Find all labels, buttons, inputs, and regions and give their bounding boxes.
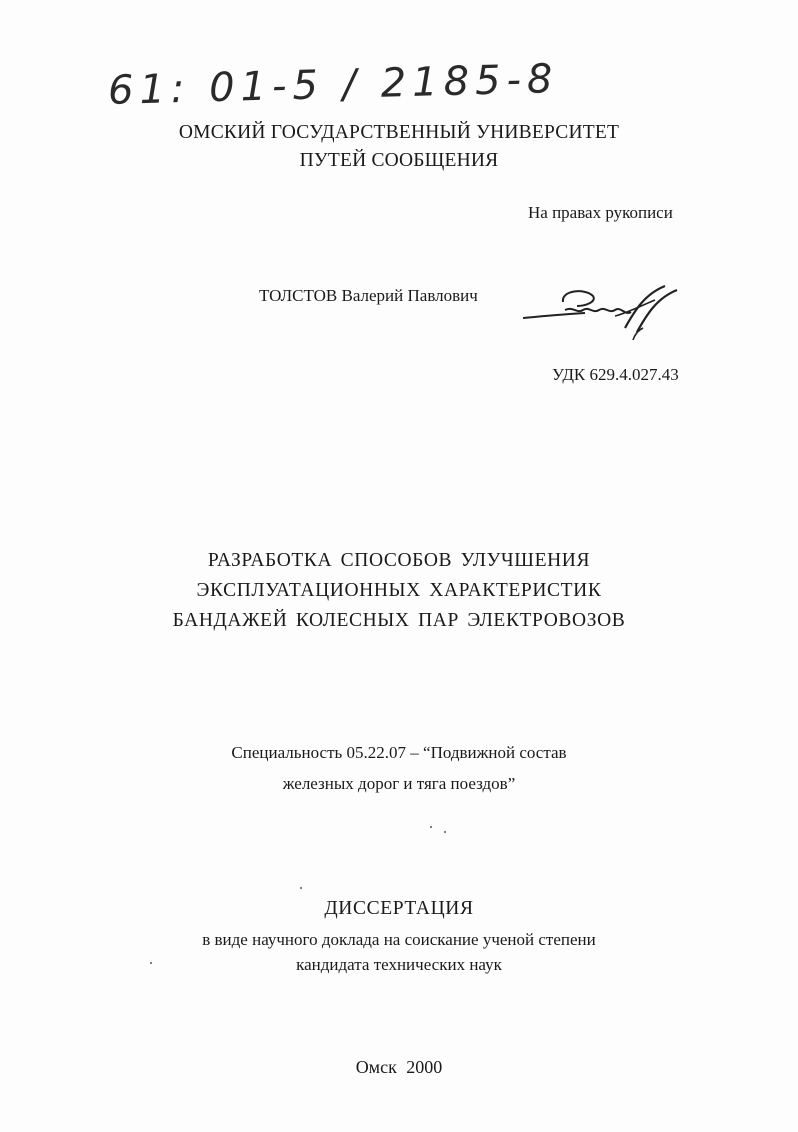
manuscript-note: На правах рукописи	[528, 203, 673, 222]
university-name	[0, 119, 798, 175]
scan-speck	[444, 831, 446, 833]
dissertation-heading: ДИССЕРТАЦИЯ	[324, 898, 474, 919]
university-line-2: ПУТЕЙ СООБЩЕНИЯ	[299, 150, 499, 171]
specialty-line-2: железных дорог и тяга поездов”	[282, 774, 516, 793]
specialty-line-1: Специальность 05.22.07 – “Подвижной состав	[231, 743, 567, 762]
scan-speck	[150, 962, 152, 964]
university-line-1: ОМСКИЙ ГОСУДАРСТВЕННЫЙ УНИВЕРСИТЕТ	[178, 122, 620, 143]
title-line-1: РАЗРАБОТКА СПОСОБОВ УЛУЧШЕНИЯ	[207, 550, 591, 571]
archive-code: 61: 01-5 / 2185-8	[107, 56, 559, 114]
dissertation-description	[0, 927, 798, 977]
udk-code: УДК 629.4.027.43	[552, 365, 679, 384]
scan-speck	[430, 826, 432, 828]
specialty	[0, 737, 798, 799]
author-name: ТОЛСТОВ Валерий Павлович	[259, 286, 478, 305]
dissertation-line-1: в виде научного доклада на соискание ученой степени	[202, 930, 596, 949]
place-year: Омск 2000	[355, 1057, 443, 1077]
dissertation-line-2: кандидата технических наук	[296, 955, 502, 974]
signature-image	[515, 280, 685, 350]
dissertation-title	[0, 546, 798, 636]
title-line-3: БАНДАЖЕЙ КОЛЕСНЫХ ПАР ЭЛЕКТРОВОЗОВ	[172, 610, 626, 631]
title-line-2: ЭКСПЛУАТАЦИОННЫХ ХАРАКТЕРИСТИК	[196, 580, 602, 601]
scan-speck	[300, 887, 302, 889]
